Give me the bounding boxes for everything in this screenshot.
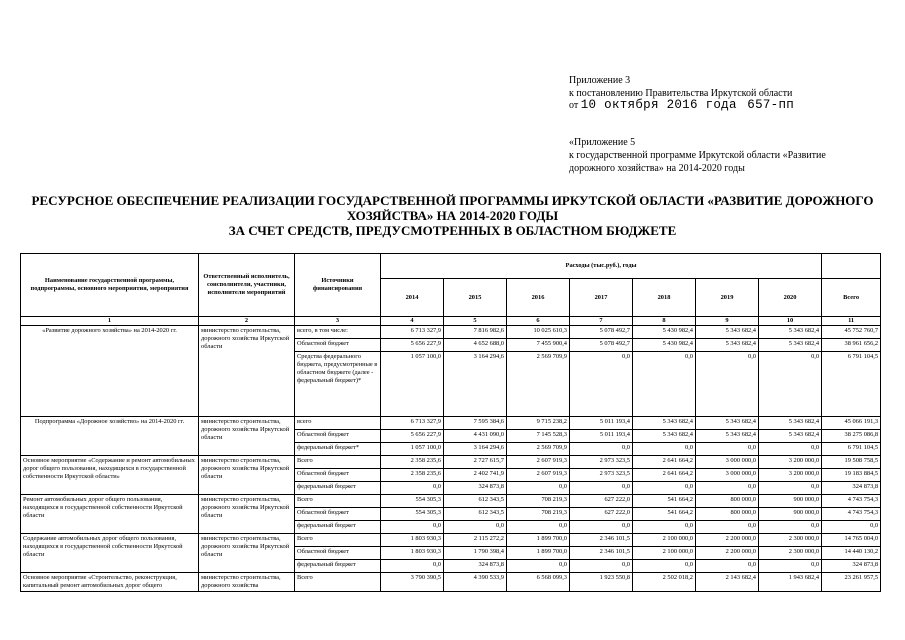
cell-value: 2 200 000,0: [696, 534, 759, 547]
row-name: Содержание автомобильных дорог общего пользования, находящихся в государственной собственности Иркутской области: [21, 534, 199, 573]
cell-value: 0,0: [633, 352, 696, 417]
cell-value: 2 346 101,5: [570, 534, 633, 547]
year-header: 2014: [381, 279, 444, 317]
cell-value: 0,0: [696, 443, 759, 456]
cell-value: 2 569 709,9: [507, 352, 570, 417]
title-line1: РЕСУРСНОЕ ОБЕСПЕЧЕНИЕ РЕАЛИЗАЦИИ ГОСУДАРСТВЕННОЙ ПРОГРАММЫ ИРКУТСКОЙ ОБЛАСТИ «РАЗВИТИЕ ДОРОЖНОГО: [31, 193, 874, 208]
row-name: «Развитие дорожного хозяйства» на 2014-2020 гг.: [21, 326, 199, 417]
cell-value: 3 200 000,0: [759, 456, 822, 469]
cell-value: 3 164 294,6: [444, 443, 507, 456]
cell-value: 541 664,2: [633, 508, 696, 521]
row-executor: министерство строительства, дорожного хозяйства Иркутской области: [199, 495, 295, 534]
cell-value: 0,0: [759, 352, 822, 417]
row-source: Областной бюджет: [295, 430, 381, 443]
cell-value: 0,0: [759, 521, 822, 534]
cell-value: 3 200 000,0: [759, 469, 822, 482]
cell-value: 900 000,0: [759, 495, 822, 508]
cell-value: 324 873,8: [822, 482, 881, 495]
row-source: федеральный бюджет: [295, 560, 381, 573]
cell-value: 0,0: [696, 521, 759, 534]
cell-value: 324 873,8: [444, 560, 507, 573]
row-source: Всего: [295, 495, 381, 508]
row-executor: министерство строительства, дорожного хозяйства Иркутской области: [199, 417, 295, 456]
header-blank: [822, 254, 881, 279]
cell-value: 800 000,0: [696, 508, 759, 521]
cell-value: 554 305,3: [381, 495, 444, 508]
appendix2-label: «Приложение 5: [569, 137, 636, 148]
cell-value: 5 343 682,4: [759, 417, 822, 430]
cell-value: 2 100 000,0: [633, 534, 696, 547]
cell-value: 0,0: [507, 560, 570, 573]
cell-value: 10 025 610,3: [507, 326, 570, 339]
cell-value: 4 431 090,0: [444, 430, 507, 443]
cell-value: 0,0: [759, 482, 822, 495]
cell-value: 0,0: [759, 560, 822, 573]
cell-value: 6 713 327,9: [381, 417, 444, 430]
table-row: [21, 456, 881, 469]
cell-value: 6 568 099,3: [507, 573, 570, 592]
cell-value: 0,0: [507, 521, 570, 534]
cell-value: 0,0: [444, 521, 507, 534]
cell-value: 0,0: [507, 482, 570, 495]
cell-value: 2 300 000,0: [759, 534, 822, 547]
column-number: 6: [507, 317, 570, 326]
cell-value: 5 343 682,4: [696, 417, 759, 430]
header-executor: Ответственный исполнитель, соисполнители, участники, исполнители мероприятий: [199, 254, 295, 317]
cell-value: 45 066 191,3: [822, 417, 881, 430]
cell-value: 5 343 682,4: [759, 430, 822, 443]
cell-value: 5 078 492,7: [570, 326, 633, 339]
row-executor: министерство строительства, дорожного хозяйства Иркутской области: [199, 534, 295, 573]
cell-value: 708 219,3: [507, 508, 570, 521]
row-source: всего: [295, 417, 381, 430]
cell-value: 5 656 227,9: [381, 430, 444, 443]
cell-value: 0,0: [633, 560, 696, 573]
column-number: 7: [570, 317, 633, 326]
resolution-label: к постановлению Правительства Иркутской области: [569, 88, 793, 99]
cell-value: 0,0: [570, 560, 633, 573]
cell-value: 4 652 688,0: [444, 339, 507, 352]
cell-value: 5 011 193,4: [570, 417, 633, 430]
table-row: [21, 573, 881, 592]
cell-value: 1 057 100,0: [381, 443, 444, 456]
cell-value: 3 000 000,0: [696, 469, 759, 482]
cell-value: 612 343,5: [444, 508, 507, 521]
cell-value: 2 358 235,6: [381, 456, 444, 469]
cell-value: 5 343 682,4: [759, 339, 822, 352]
cell-value: 38 961 656,2: [822, 339, 881, 352]
cell-value: 1 899 700,0: [507, 547, 570, 560]
cell-value: 2 358 235,6: [381, 469, 444, 482]
cell-value: 5 430 982,4: [633, 339, 696, 352]
resolution-date: 10 октября 2016 года: [580, 98, 737, 112]
cell-value: 1 803 930,3: [381, 547, 444, 560]
year-header: Всего: [822, 279, 881, 317]
cell-value: 14 440 130,2: [822, 547, 881, 560]
cell-value: 19 508 758,5: [822, 456, 881, 469]
cell-value: 0,0: [696, 482, 759, 495]
column-number: 4: [381, 317, 444, 326]
cell-value: 708 219,3: [507, 495, 570, 508]
row-source: Средства федерального бюджета, предусмотренные в областном бюджете (далее - федеральный бюджет)*: [295, 352, 381, 417]
cell-value: 5 078 492,7: [570, 339, 633, 352]
row-executor: министерство строительства, дорожного хозяйства Иркутской области: [199, 456, 295, 495]
cell-value: 4 743 754,3: [822, 508, 881, 521]
cell-value: 1 057 100,0: [381, 352, 444, 417]
cell-value: 0,0: [570, 352, 633, 417]
title-line3: ЗА СЧЕТ СРЕДСТВ, ПРЕДУСМОТРЕННЫХ В ОБЛАСТНОМ БЮДЖЕТЕ: [228, 223, 677, 238]
cell-value: 554 305,3: [381, 508, 444, 521]
year-header: 2017: [570, 279, 633, 317]
cell-value: 627 222,0: [570, 495, 633, 508]
cell-value: 5 430 982,4: [633, 326, 696, 339]
cell-value: 1 899 700,0: [507, 534, 570, 547]
row-source: Областной бюджет: [295, 469, 381, 482]
year-header: 2018: [633, 279, 696, 317]
cell-value: 7 595 384,6: [444, 417, 507, 430]
program-ref-line2: дорожного хозяйства» на 2014-2020 годы: [569, 163, 745, 174]
cell-value: 0,0: [696, 560, 759, 573]
cell-value: 0,0: [570, 443, 633, 456]
document-title: [20, 193, 885, 238]
cell-value: 2 300 000,0: [759, 547, 822, 560]
cell-value: 1 923 550,8: [570, 573, 633, 592]
cell-value: 3 164 294,6: [444, 352, 507, 417]
cell-value: 5 656 227,9: [381, 339, 444, 352]
cell-value: 23 261 957,5: [822, 573, 881, 592]
cell-value: 5 343 682,4: [696, 339, 759, 352]
cell-value: 2 607 919,3: [507, 469, 570, 482]
cell-value: 5 343 682,4: [759, 326, 822, 339]
table-row: [21, 326, 881, 339]
table-body: [21, 326, 881, 592]
table-row: [21, 534, 881, 547]
cell-value: 324 873,8: [444, 482, 507, 495]
row-source: Всего: [295, 456, 381, 469]
cell-value: 2 100 000,0: [633, 547, 696, 560]
cell-value: 0,0: [759, 443, 822, 456]
column-number: 1: [21, 317, 199, 326]
cell-value: 0,0: [381, 482, 444, 495]
cell-value: 2 641 664,2: [633, 469, 696, 482]
cell-value: 1 803 930,3: [381, 534, 444, 547]
column-number: 8: [633, 317, 696, 326]
cell-value: 2 973 323,5: [570, 456, 633, 469]
cell-value: 2 502 018,2: [633, 573, 696, 592]
column-number: 2: [199, 317, 295, 326]
row-source: Областной бюджет: [295, 547, 381, 560]
cell-value: 5 011 193,4: [570, 430, 633, 443]
cell-value: 612 343,5: [444, 495, 507, 508]
cell-value: 7 816 982,6: [444, 326, 507, 339]
cell-value: 7 145 528,3: [507, 430, 570, 443]
row-name: Основное мероприятие «Строительство, реконструкция, капитальный ремонт автомобильных дорог общего: [21, 573, 199, 592]
row-source: Областной бюджет: [295, 508, 381, 521]
column-number: 3: [295, 317, 381, 326]
cell-value: 2 143 682,4: [696, 573, 759, 592]
cell-value: 800 000,0: [696, 495, 759, 508]
cell-value: 0,0: [381, 521, 444, 534]
cell-value: 627 222,0: [570, 508, 633, 521]
year-header: 2019: [696, 279, 759, 317]
cell-value: 9 715 238,2: [507, 417, 570, 430]
column-number: 11: [822, 317, 881, 326]
cell-value: 2 641 664,2: [633, 456, 696, 469]
cell-value: 38 275 086,8: [822, 430, 881, 443]
cell-value: 324 873,8: [822, 560, 881, 573]
column-number: 9: [696, 317, 759, 326]
cell-value: 1 790 398,4: [444, 547, 507, 560]
row-source: Всего: [295, 534, 381, 547]
column-number: 10: [759, 317, 822, 326]
row-source: Всего: [295, 573, 381, 592]
resource-table: [20, 253, 881, 592]
title-line2: ХОЗЯЙСТВА» НА 2014-2020 ГОДЫ: [346, 208, 559, 223]
row-source: федеральный бюджет: [295, 521, 381, 534]
cell-value: 0,0: [822, 521, 881, 534]
program-ref-line1: к государственной программе Иркутской области «Развитие: [569, 150, 826, 161]
cell-value: 5 343 682,4: [696, 430, 759, 443]
year-header: 2016: [507, 279, 570, 317]
cell-value: 2 346 101,5: [570, 547, 633, 560]
year-header: 2015: [444, 279, 507, 317]
cell-value: 3 000 000,0: [696, 456, 759, 469]
cell-value: 5 343 682,4: [633, 417, 696, 430]
row-name: Ремонт автомобильных дорог общего пользования, находящихся в государственной собственности Иркутской области: [21, 495, 199, 534]
cell-value: 0,0: [633, 521, 696, 534]
cell-value: 19 183 884,5: [822, 469, 881, 482]
cell-value: 0,0: [696, 352, 759, 417]
cell-value: 2 973 323,5: [570, 469, 633, 482]
cell-value: 6 713 327,9: [381, 326, 444, 339]
cell-value: 2 569 709,9: [507, 443, 570, 456]
cell-value: 2 115 272,2: [444, 534, 507, 547]
cell-value: 0,0: [633, 443, 696, 456]
row-source: Областной бюджет: [295, 339, 381, 352]
cell-value: 2 727 615,7: [444, 456, 507, 469]
cell-value: 6 791 104,5: [822, 352, 881, 417]
table-row: [21, 417, 881, 430]
cell-value: 0,0: [381, 560, 444, 573]
resolution-date-line: [569, 99, 794, 112]
cell-value: 4 743 754,3: [822, 495, 881, 508]
row-executor: министерство строительства, дорожного хозяйства: [199, 573, 295, 592]
cell-value: 6 791 104,5: [822, 443, 881, 456]
cell-value: 7 455 900,4: [507, 339, 570, 352]
from-prefix: от: [569, 100, 579, 111]
appendix-label: Приложение 3: [569, 75, 631, 86]
column-number: 5: [444, 317, 507, 326]
cell-value: 2 607 919,3: [507, 456, 570, 469]
cell-value: 2 402 741,9: [444, 469, 507, 482]
cell-value: 3 790 390,5: [381, 573, 444, 592]
cell-value: 45 752 760,7: [822, 326, 881, 339]
cell-value: 2 200 000,0: [696, 547, 759, 560]
year-header: 2020: [759, 279, 822, 317]
cell-value: 5 343 682,4: [633, 430, 696, 443]
cell-value: 541 664,2: [633, 495, 696, 508]
cell-value: 1 943 682,4: [759, 573, 822, 592]
cell-value: 5 343 682,4: [696, 326, 759, 339]
table-head: [21, 254, 881, 326]
cell-value: 0,0: [633, 482, 696, 495]
row-source: федеральный бюджет*: [295, 443, 381, 456]
table-row: [21, 495, 881, 508]
cell-value: 0,0: [570, 482, 633, 495]
header-source: Источники финансирования: [295, 254, 381, 317]
header-expenses: Расходы (тыс.руб.), годы: [381, 254, 822, 279]
cell-value: 0,0: [570, 521, 633, 534]
resolution-number: 657-пп: [747, 98, 795, 112]
row-source: федеральный бюджет: [295, 482, 381, 495]
row-source: всего, в том числе:: [295, 326, 381, 339]
cell-value: 14 765 004,0: [822, 534, 881, 547]
header-name: Наименование государственной программы, подпрограммы, основного мероприятия, мероприятия: [21, 254, 199, 317]
column-number-row: [21, 317, 881, 326]
row-executor: министерство строительства, дорожного хозяйства Иркутской области: [199, 326, 295, 417]
cell-value: 4 390 533,9: [444, 573, 507, 592]
row-name: Подпрограмма «Дорожное хозяйство» на 2014-2020 гг.: [21, 417, 199, 456]
cell-value: 900 000,0: [759, 508, 822, 521]
row-name: Основное мероприятие «Содержание и ремонт автомобильных дорог общего пользования, находящихся в государственной собственности Иркутской области»: [21, 456, 199, 495]
